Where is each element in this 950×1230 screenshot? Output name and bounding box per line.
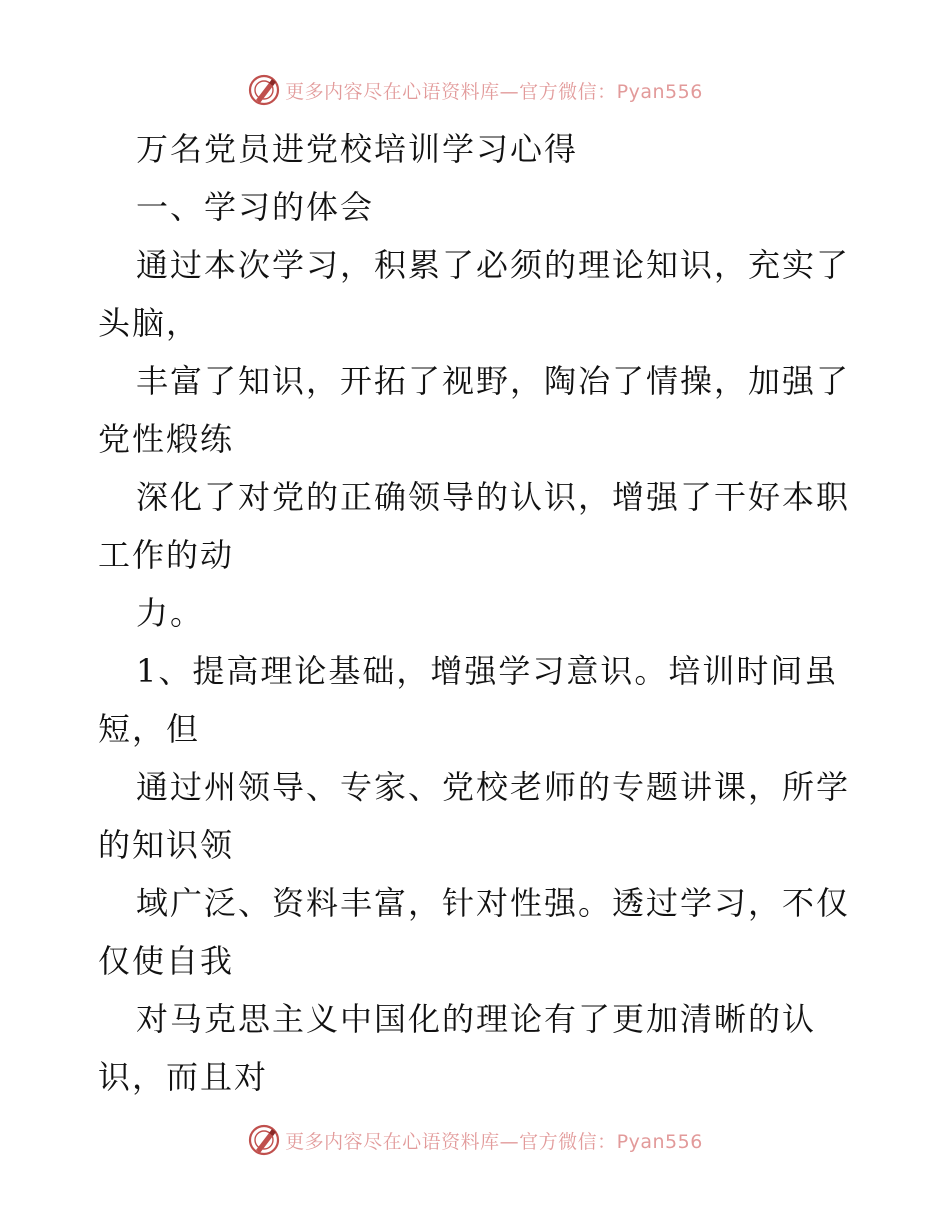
paragraph [98,120,858,178]
paragraph-first-line: 一、学习的体会 [136,188,375,226]
watermark-header [0,70,950,110]
paragraph-continuation-line: 工作的动 [98,536,235,574]
watermark-text: 更多内容尽在心语资料库—官方微信：Pyan556 [285,1130,703,1153]
paragraph-first-line: 丰富了知识，开拓了视野，陶冶了情操，加强了 [136,362,851,400]
paragraph-continuation-line: 的知识领 [98,826,235,864]
paragraph [98,642,858,758]
paragraph [98,468,858,584]
paragraph-first-line: 对马克思主义中国化的理论有了更加清晰的认 [136,1000,817,1038]
paragraph-first-line: 通过本次学习，积累了必须的理论知识，充实了 [136,246,851,284]
pen-logo-icon [247,73,281,107]
paragraph-first-line: 万名党员进党校培训学习心得 [136,130,579,168]
paragraph-first-line: 深化了对党的正确领导的认识，增强了干好本职 [136,478,851,516]
paragraph-continuation-line: 仅使自我 [98,942,235,980]
paragraph [98,874,858,990]
paragraph-first-line: 通过州领导、专家、党校老师的专题讲课，所学 [136,768,851,806]
document-body [98,120,858,1106]
paragraph [98,990,858,1106]
paragraph [98,352,858,468]
pen-logo-icon [247,1123,281,1157]
paragraph [98,758,858,874]
paragraph-continuation-line: 短，但 [98,710,201,748]
watermark-footer [0,1120,950,1160]
paragraph-continuation-line: 党性煅练 [98,420,235,458]
paragraph-first-line: 域广泛、资料丰富，针对性强。透过学习，不仅 [136,884,851,922]
paragraph-continuation-line: 识，而且对 [98,1058,269,1096]
paragraph-first-line: 1、提高理论基础，增强学习意识。培训时间虽 [136,652,839,690]
paragraph [98,584,858,642]
paragraph-first-line: 力。 [136,594,205,632]
paragraph [98,236,858,352]
paragraph-continuation-line: 头脑， [98,304,201,342]
paragraph [98,178,858,236]
watermark-text: 更多内容尽在心语资料库—官方微信：Pyan556 [285,80,703,103]
